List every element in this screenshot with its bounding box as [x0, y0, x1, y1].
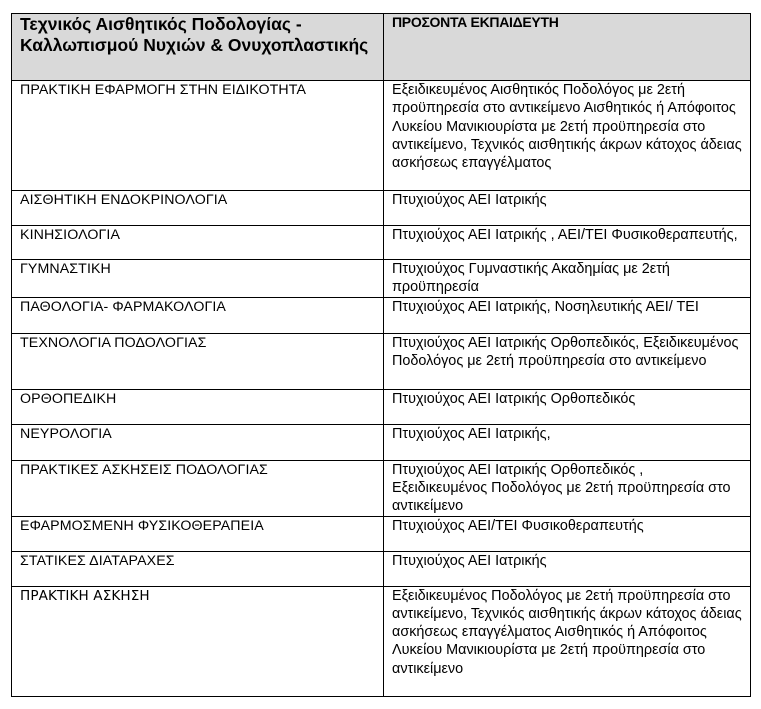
subject-cell: ΟΡΘΟΠΕΔΙΚΗ — [12, 389, 384, 424]
header-trainer-qualifications: ΠΡΟΣΟΝΤΑ ΕΚΠΑΙΔΕΥΤΗ — [384, 14, 751, 81]
subject-cell: ΠΡΑΚΤΙΚΕΣ ΑΣΚΗΣΕΙΣ ΠΟΔΟΛΟΓΙΑΣ — [12, 460, 384, 516]
qualifications-cell: Πτυχιούχος Γυμναστικής Ακαδημίας με 2ετή προϋπηρεσία — [384, 260, 751, 298]
table-row — [12, 226, 751, 260]
curriculum-table — [11, 13, 751, 697]
table-row — [12, 424, 751, 460]
qualifications-cell: Πτυχιούχος ΑΕΙ Ιατρικής — [384, 551, 751, 586]
header-specialty: Τεχνικός Αισθητικός Ποδολογίας - Καλλωπισμού Νυχιών & Ονυχοπλαστικής — [12, 14, 384, 81]
table-row — [12, 389, 751, 424]
qualifications-cell: Πτυχιούχος ΑΕΙ Ιατρικής Ορθοπεδικός , Εξειδικευμένος Ποδολόγος με 2ετή προϋπηρεσία στο αντικείμενο — [384, 460, 751, 516]
table-row — [12, 551, 751, 586]
subject-cell: ΝΕΥΡΟΛΟΓΙΑ — [12, 424, 384, 460]
qualifications-cell: Εξειδικευμένος Αισθητικός Ποδολόγος με 2ετή προϋπηρεσία στο αντικείμενο Αισθητικός ή Απόφοιτος Λυκείου Μανικιουρίστα με 2ετή προϋπηρεσία στο αντικείμενο, Τεχνικός αισθητικής άκρων κάτοχος άδειας ασκήσεως επαγγέλματος — [384, 81, 751, 191]
table-row — [12, 586, 751, 696]
subject-cell: ΓΥΜΝΑΣΤΙΚΗ — [12, 260, 384, 298]
subject-cell: ΚΙΝΗΣΙΟΛΟΓΙΑ — [12, 226, 384, 260]
subject-cell: ΠΑΘΟΛΟΓΙΑ- ΦΑΡΜΑΚΟΛΟΓΙΑ — [12, 297, 384, 333]
table-row — [12, 191, 751, 226]
table-row — [12, 297, 751, 333]
qualifications-cell: Πτυχιούχος ΑΕΙ Ιατρικής Ορθοπεδικός, Εξειδικευμένος Ποδολόγος με 2ετή προϋπηρεσία στο αντικείμενο — [384, 333, 751, 389]
table-row — [12, 460, 751, 516]
subject-cell: ΣΤΑΤΙΚΕΣ ΔΙΑΤΑΡΑΧΕΣ — [12, 551, 384, 586]
table-row — [12, 260, 751, 298]
subject-cell: ΠΡΑΚΤΙΚΗ ΑΣΚΗΣΗ — [12, 586, 384, 696]
qualifications-cell: Πτυχιούχος ΑΕΙ Ιατρικής Ορθοπεδικός — [384, 389, 751, 424]
table-row — [12, 333, 751, 389]
qualifications-cell: Πτυχιούχος ΑΕΙ Ιατρικής — [384, 191, 751, 226]
subject-cell: ΠΡΑΚΤΙΚΗ ΕΦΑΡΜΟΓΗ ΣΤΗΝ ΕΙΔΙΚΟΤΗΤΑ — [12, 81, 384, 191]
qualifications-cell: Πτυχιούχος ΑΕΙ Ιατρικής, — [384, 424, 751, 460]
qualifications-cell: Πτυχιούχος ΑΕΙ Ιατρικής, Νοσηλευτικής ΑΕΙ/ ΤΕΙ — [384, 297, 751, 333]
subject-cell: ΤΕΧΝΟΛΟΓΙΑ ΠΟΔΟΛΟΓΙΑΣ — [12, 333, 384, 389]
subject-cell: ΑΙΣΘΗΤΙΚΗ ΕΝΔΟΚΡΙΝΟΛΟΓΙΑ — [12, 191, 384, 226]
subject-cell: ΕΦΑΡΜΟΣΜΕΝΗ ΦΥΣΙΚΟΘΕΡΑΠΕΙΑ — [12, 516, 384, 551]
qualifications-cell: Εξειδικευμένος Ποδολόγος με 2ετή προϋπηρεσία στο αντικείμενο, Τεχνικός αισθητικής άκρων κάτοχος άδειας ασκήσεως επαγγέλματος Αισθητικός ή Απόφοιτος Λυκείου Μανικιουρίστα με 2ετή προϋπηρεσία στο αντικείμενο — [384, 586, 751, 696]
qualifications-cell: Πτυχιούχος ΑΕΙ/ΤΕΙ Φυσικοθεραπευτής — [384, 516, 751, 551]
header-row — [12, 14, 751, 81]
table-row — [12, 81, 751, 191]
table-row — [12, 516, 751, 551]
qualifications-cell: Πτυχιούχος ΑΕΙ Ιατρικής , ΑΕΙ/ΤΕΙ Φυσικοθεραπευτής, — [384, 226, 751, 260]
